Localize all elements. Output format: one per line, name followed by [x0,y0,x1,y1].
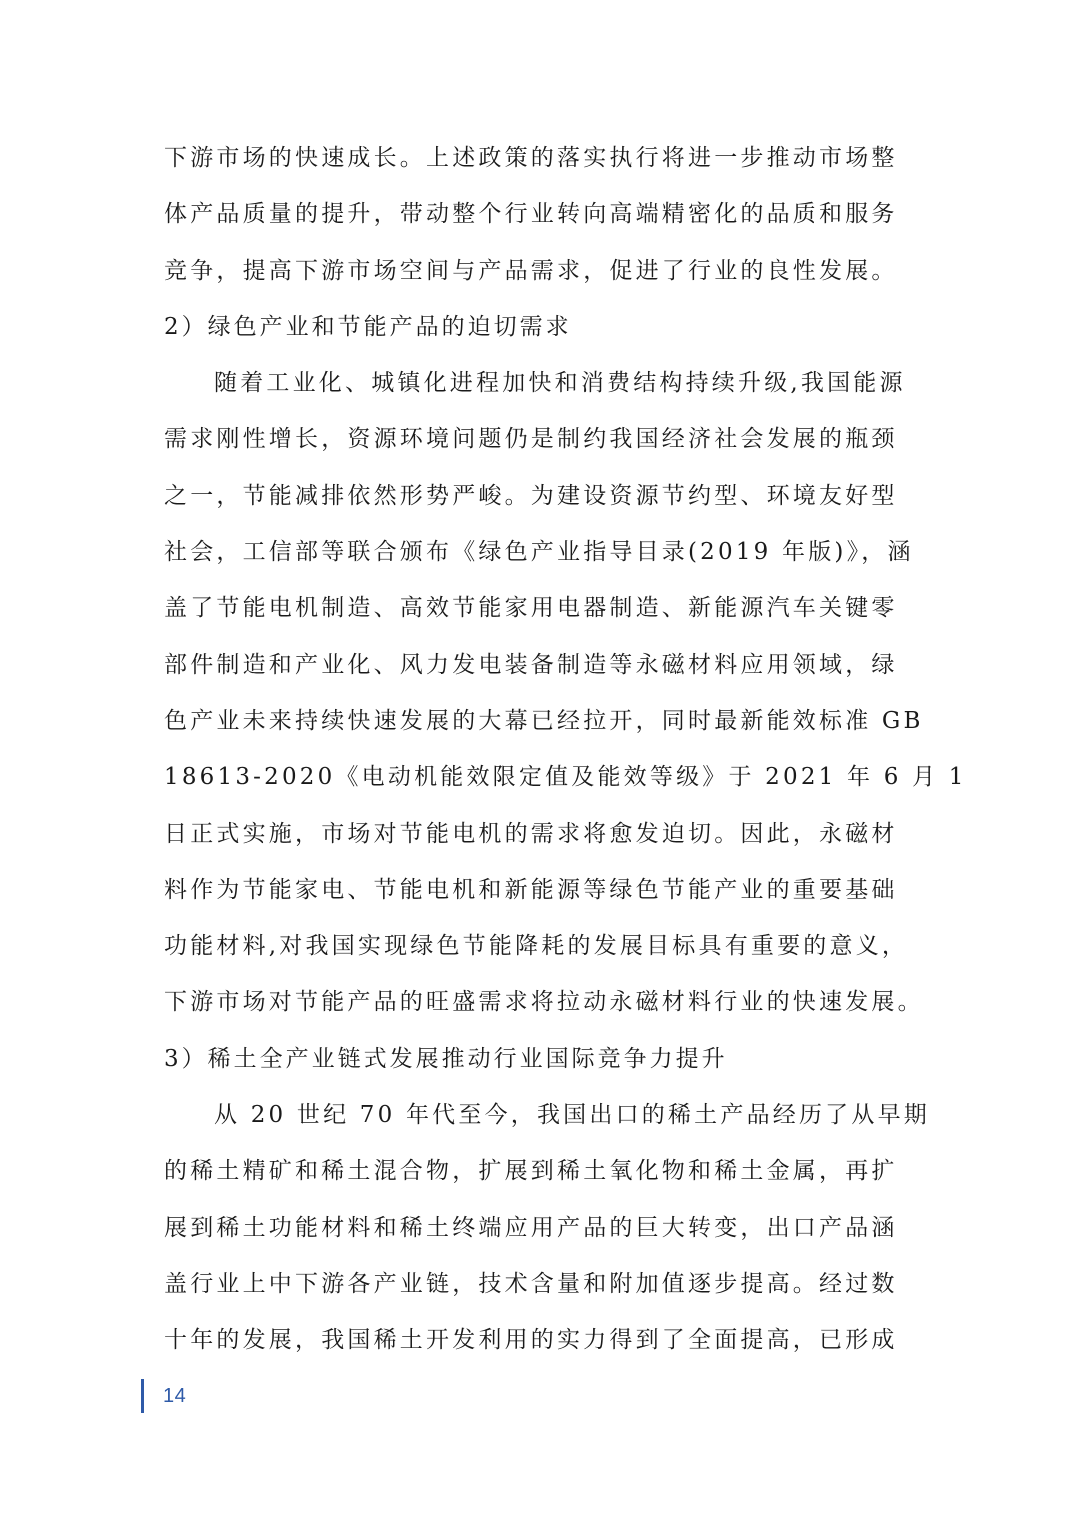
page-footer [141,1379,186,1413]
text-line: 下游市场的快速成长。上述政策的落实执行将进一步推动市场整 [164,145,898,171]
document-body [164,130,967,1369]
text-line: 随着工业化、城镇化进程加快和消费结构持续升级,我国能源 [214,370,906,397]
footer-accent-bar [141,1379,144,1413]
text-line: 料作为节能家电、节能电机和新能源等绿色节能产业的重要基础 [164,876,898,903]
text-line: 盖了节能电机制造、高效节能家用电器制造、新能源汽车关键零 [164,595,898,622]
text-line: 需求刚性增长，资源环境问题仍是制约我国经济社会发展的瓶颈 [164,426,898,453]
text-line: 展到稀土功能材料和稀土终端应用产品的巨大转变，出口产品涵 [164,1214,898,1241]
section-heading-rare-earth: 3）稀土全产业链式发展推动行业国际竞争力提升 [164,1045,728,1072]
text-line: 下游市场对节能产品的旺盛需求将拉动永磁材料行业的快速发展。 [164,989,924,1016]
text-line: 18613-2020《电动机能效限定值及能效等级》于 2021 年 6 月 1 [164,764,967,791]
text-line: 体产品质量的提升，带动整个行业转向高端精密化的品质和服务 [164,201,898,228]
paragraph-green-industry [164,355,967,1031]
text-line: 从 20 世纪 70 年代至今，我国出口的稀土产品经历了从早期 [214,1102,930,1129]
page-number: 14 [163,1384,187,1407]
text-line: 色产业未来持续快速发展的大幕已经拉开，同时最新能效标准 GB [164,707,924,734]
text-line: 十年的发展，我国稀土开发利用的实力得到了全面提高，已形成 [164,1327,898,1354]
paragraph-rare-earth [164,1087,930,1368]
text-line: 竞争，提高下游市场空间与产品需求，促进了行业的良性发展。 [164,257,898,284]
text-line: 社会，工信部等联合颁布《绿色产业指导目录(2019 年版)》，涵 [164,539,914,566]
section-heading-green-industry: 2）绿色产业和节能产品的迫切需求 [164,313,572,340]
text-line: 盖行业上中下游各产业链，技术含量和附加值逐步提高。经过数 [164,1270,898,1297]
paragraph-continuation [164,130,912,299]
text-line: 日正式实施，市场对节能电机的需求将愈发迫切。因此，永磁材 [164,820,898,847]
text-line: 功能材料,对我国实现绿色节能降耗的发展目标具有重要的意义， [164,933,909,960]
text-line: 部件制造和产业化、风力发电装备制造等永磁材料应用领域，绿 [164,651,898,678]
text-line: 的稀土精矿和稀土混合物，扩展到稀土氧化物和稀土金属，再扩 [164,1158,898,1185]
text-line: 之一，节能减排依然形势严峻。为建设资源节约型、环境友好型 [164,482,898,509]
